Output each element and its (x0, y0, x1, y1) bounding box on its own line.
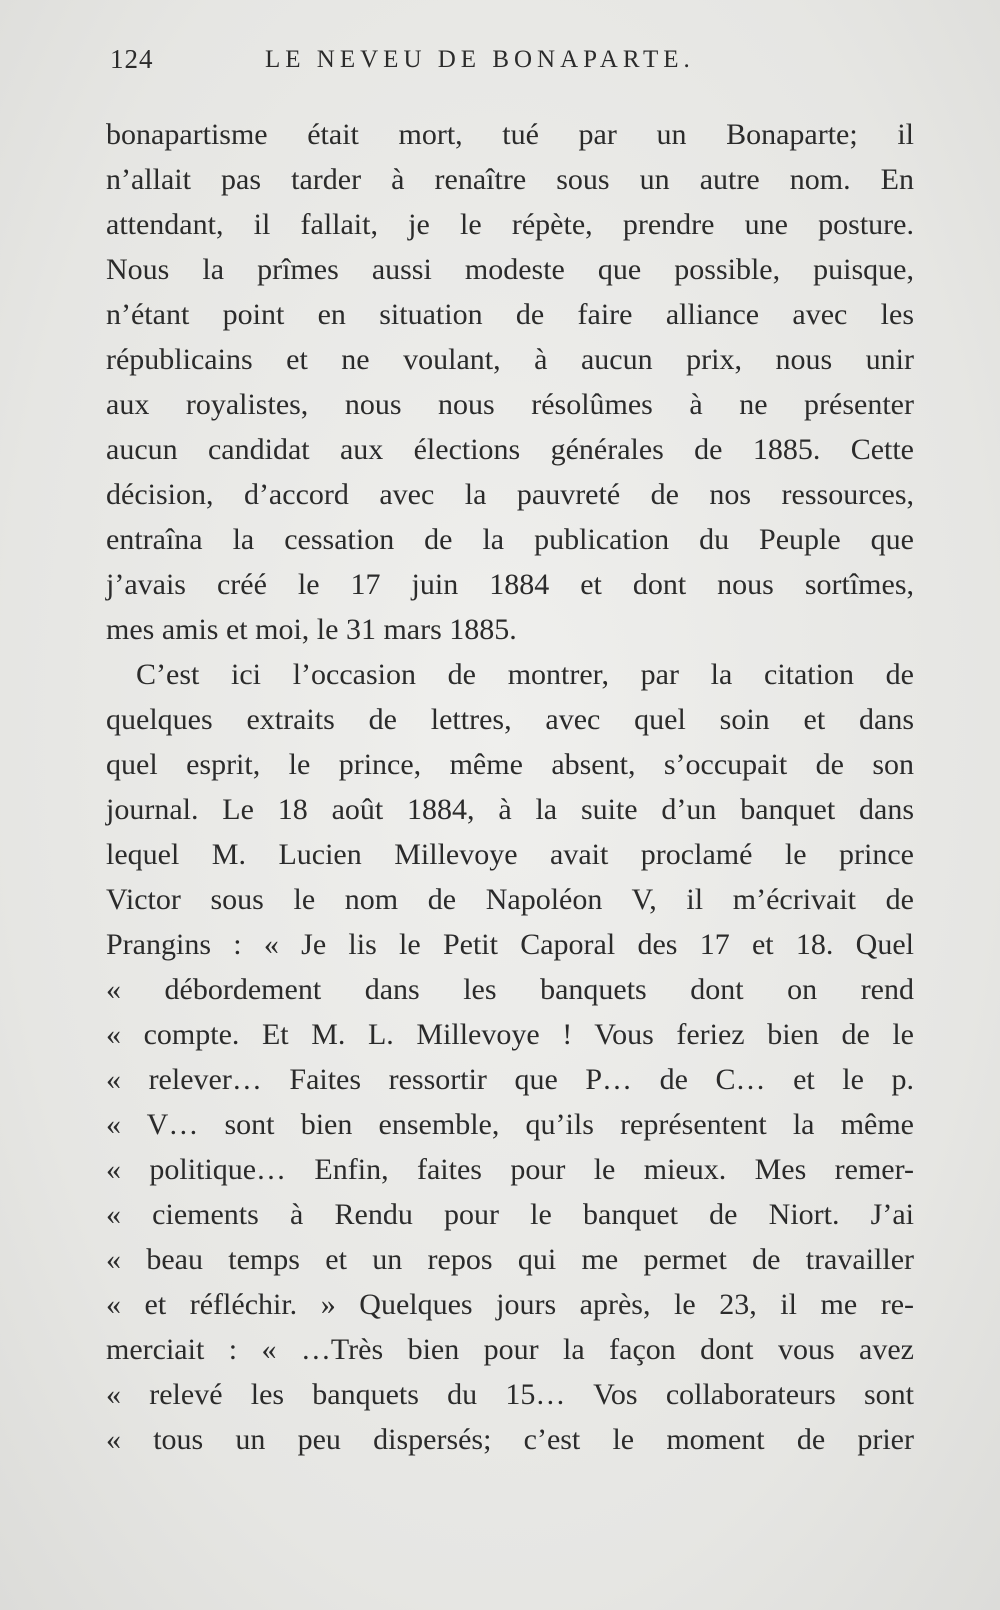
text-line: « relevé les banquets du 15… Vos collaborateurs sont (106, 1378, 914, 1411)
text-line: « beau temps et un repos qui me permet de travailler (106, 1243, 914, 1276)
text-line: Nous la prîmes aussi modeste que possible, puisque, (106, 253, 914, 286)
text-line: n’allait pas tarder à renaître sous un autre nom. En (106, 163, 914, 196)
body-text (106, 112, 914, 1462)
text-line: lequel M. Lucien Millevoye avait proclamé le prince (106, 838, 914, 871)
text-line: journal. Le 18 août 1884, à la suite d’un banquet dans (106, 793, 914, 826)
text-line: « politique… Enfin, faites pour le mieux. Mes remer- (106, 1153, 914, 1186)
text-line: « ciements à Rendu pour le banquet de Niort. J’ai (106, 1198, 914, 1231)
text-line: merciait : « …Très bien pour la façon dont vous avez (106, 1333, 914, 1366)
text-line: Victor sous le nom de Napoléon V, il m’écrivait de (106, 883, 914, 916)
text-line: décision, d’accord avec la pauvreté de nos ressources, (106, 478, 914, 511)
text-line: « V… sont bien ensemble, qu’ils représentent la même (106, 1108, 914, 1141)
text-line: Prangins : « Je lis le Petit Caporal des 17 et 18. Quel (106, 928, 914, 961)
page-number: 124 (110, 44, 154, 74)
text-line: j’avais créé le 17 juin 1884 et dont nous sortîmes, (106, 568, 914, 601)
text-line: quelques extraits de lettres, avec quel soin et dans (106, 703, 914, 736)
page-header (110, 44, 910, 84)
running-title: LE NEVEU DE BONAPARTE. (265, 46, 695, 73)
text-line: « relever… Faites ressortir que P… de C… et le p. (106, 1063, 914, 1096)
paragraph-last-line: mes amis et moi, le 31 mars 1885. (106, 613, 517, 646)
text-line: « et réfléchir. » Quelques jours après, le 23, il me re- (106, 1288, 914, 1321)
text-line: « tous un peu dispersés; c’est le moment de prier (106, 1423, 914, 1456)
text-line: aux royalistes, nous nous résolûmes à ne présenter (106, 388, 914, 421)
text-line: entraîna la cessation de la publication du Peuple que (106, 523, 914, 556)
text-line: bonapartisme était mort, tué par un Bonaparte; il (106, 118, 914, 151)
text-line: « compte. Et M. L. Millevoye ! Vous feriez bien de le (106, 1018, 914, 1051)
text-line: « débordement dans les banquets dont on rend (106, 973, 914, 1006)
text-line: attendant, il fallait, je le répète, prendre une posture. (106, 208, 914, 241)
text-line: quel esprit, le prince, même absent, s’occupait de son (106, 748, 914, 781)
text-line: républicains et ne voulant, à aucun prix, nous unir (106, 343, 914, 376)
text-line: aucun candidat aux élections générales de 1885. Cette (106, 433, 914, 466)
text-line: n’étant point en situation de faire alliance avec les (106, 298, 914, 331)
paragraph-first-line: C’est ici l’occasion de montrer, par la citation de (136, 658, 914, 691)
